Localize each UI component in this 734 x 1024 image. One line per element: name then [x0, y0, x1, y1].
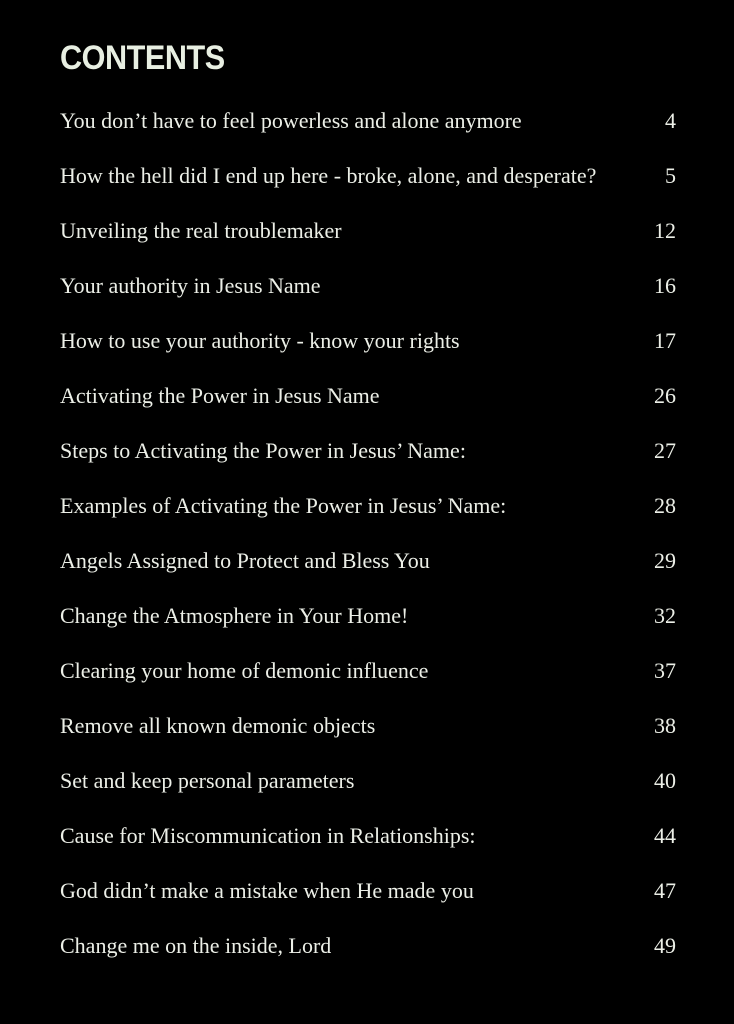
toc-entry[interactable] [60, 753, 676, 808]
toc-entry[interactable] [60, 478, 676, 533]
toc-entry-page-number: 4 [665, 107, 676, 133]
toc-entry[interactable] [60, 93, 676, 148]
toc-entry-title: Remove all known demonic objects [60, 712, 376, 738]
toc-entry[interactable] [60, 643, 676, 698]
page-title: CONTENTS [60, 39, 225, 77]
toc-entry[interactable] [60, 588, 676, 643]
toc-entry-title: How the hell did I end up here - broke, alone, and desperate? [60, 162, 597, 188]
toc-entry[interactable] [60, 148, 676, 203]
toc-entry[interactable] [60, 863, 676, 918]
toc-entry-title: Change the Atmosphere in Your Home! [60, 602, 409, 628]
toc-entry-title: Steps to Activating the Power in Jesus’ Name: [60, 437, 466, 463]
toc-entry-title: Set and keep personal parameters [60, 767, 355, 793]
toc-entry[interactable] [60, 808, 676, 863]
toc-entry-title: Unveiling the real troublemaker [60, 217, 342, 243]
toc-entry[interactable] [60, 698, 676, 753]
toc-entry-title: God didn’t make a mistake when He made you [60, 877, 474, 903]
toc-entry-page-number: 44 [654, 822, 676, 848]
toc-entry-page-number: 16 [654, 272, 676, 298]
toc-entry[interactable] [60, 533, 676, 588]
toc-entry[interactable] [60, 313, 676, 368]
toc-entry[interactable] [60, 203, 676, 258]
table-of-contents [60, 93, 676, 973]
toc-entry-page-number: 26 [654, 382, 676, 408]
toc-entry-title: Examples of Activating the Power in Jesus’ Name: [60, 492, 507, 518]
toc-entry-title: Change me on the inside, Lord [60, 932, 332, 958]
toc-entry-page-number: 38 [654, 712, 676, 738]
toc-entry-page-number: 17 [654, 327, 676, 353]
toc-entry-title: Clearing your home of demonic influence [60, 657, 429, 683]
toc-entry-title: Your authority in Jesus Name [60, 272, 321, 298]
toc-entry[interactable] [60, 423, 676, 478]
toc-entry-title: Angels Assigned to Protect and Bless You [60, 547, 430, 573]
toc-entry-title: Activating the Power in Jesus Name [60, 382, 380, 408]
toc-entry-title: How to use your authority - know your rights [60, 327, 460, 353]
toc-entry[interactable] [60, 258, 676, 313]
toc-entry-page-number: 37 [654, 657, 676, 683]
toc-entry-page-number: 5 [665, 162, 676, 188]
toc-entry-page-number: 40 [654, 767, 676, 793]
toc-entry-page-number: 12 [654, 217, 676, 243]
toc-entry-page-number: 29 [654, 547, 676, 573]
toc-entry-title: You don’t have to feel powerless and alone anymore [60, 107, 522, 133]
toc-entry-page-number: 27 [654, 437, 676, 463]
toc-entry-page-number: 32 [654, 602, 676, 628]
toc-entry-page-number: 47 [654, 877, 676, 903]
toc-entry[interactable] [60, 368, 676, 423]
toc-entry[interactable] [60, 918, 676, 973]
toc-entry-page-number: 28 [654, 492, 676, 518]
toc-entry-title: Cause for Miscommunication in Relationships: [60, 822, 476, 848]
toc-entry-page-number: 49 [654, 932, 676, 958]
